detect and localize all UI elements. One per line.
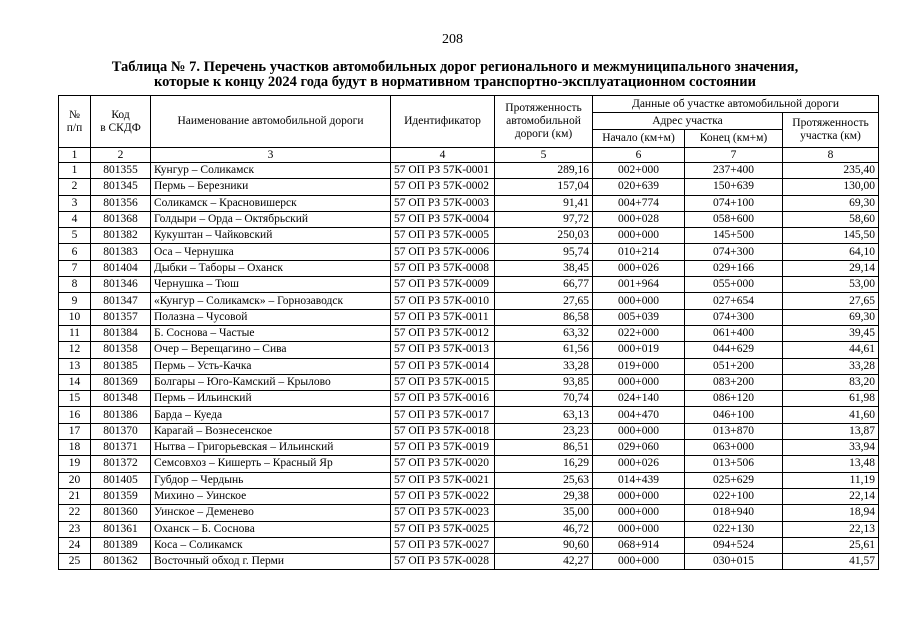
row-number-cell: 7	[59, 260, 91, 276]
table-row	[59, 440, 879, 456]
segment-end-cell: 022+130	[685, 521, 783, 537]
row-number-cell: 4	[59, 211, 91, 227]
road-identifier-cell: 57 ОП РЗ 57К-0028	[391, 554, 495, 570]
column-number: 4	[391, 148, 495, 163]
road-name-cell: Кунгур – Соликамск	[151, 163, 391, 179]
road-length-cell: 61,56	[495, 342, 593, 358]
segment-end-cell: 074+100	[685, 195, 783, 211]
road-name-cell: Пермь – Ильинский	[151, 391, 391, 407]
skdf-code-cell: 801356	[91, 195, 151, 211]
segment-start-cell: 001+964	[593, 277, 685, 293]
segment-length-cell: 29,14	[783, 260, 879, 276]
segment-end-cell: 013+506	[685, 456, 783, 472]
segment-end-cell: 145+500	[685, 228, 783, 244]
segment-length-cell: 33,28	[783, 358, 879, 374]
segment-end-cell: 074+300	[685, 309, 783, 325]
road-identifier-cell: 57 ОП РЗ 57К-0021	[391, 472, 495, 488]
table-row	[59, 195, 879, 211]
road-length-cell: 95,74	[495, 244, 593, 260]
segment-length-cell: 22,14	[783, 488, 879, 504]
skdf-code-cell: 801368	[91, 211, 151, 227]
segment-length-cell: 33,94	[783, 440, 879, 456]
skdf-code-cell: 801358	[91, 342, 151, 358]
road-length-cell: 93,85	[495, 374, 593, 390]
segment-start-cell: 000+019	[593, 342, 685, 358]
row-number-cell: 5	[59, 228, 91, 244]
road-length-cell: 16,29	[495, 456, 593, 472]
road-length-cell: 66,77	[495, 277, 593, 293]
segment-end-cell: 013+870	[685, 423, 783, 439]
road-identifier-cell: 57 ОП РЗ 57К-0002	[391, 179, 495, 195]
row-number-cell: 25	[59, 554, 91, 570]
road-name-cell: Уинское – Деменево	[151, 505, 391, 521]
segment-start-cell: 068+914	[593, 537, 685, 553]
row-number-cell: 12	[59, 342, 91, 358]
road-length-cell: 90,60	[495, 537, 593, 553]
road-name-cell: Соликамск – Красновишерск	[151, 195, 391, 211]
road-length-cell: 33,28	[495, 358, 593, 374]
road-name-cell: Болгары – Юго-Камский – Крылово	[151, 374, 391, 390]
segment-length-cell: 130,00	[783, 179, 879, 195]
row-number-cell: 9	[59, 293, 91, 309]
road-identifier-cell: 57 ОП РЗ 57К-0014	[391, 358, 495, 374]
road-name-cell: Пермь – Березники	[151, 179, 391, 195]
road-name-cell: Чернушка – Тюш	[151, 277, 391, 293]
road-identifier-cell: 57 ОП РЗ 57К-0008	[391, 260, 495, 276]
table-row	[59, 244, 879, 260]
road-length-cell: 250,03	[495, 228, 593, 244]
segment-start-cell: 000+000	[593, 488, 685, 504]
table-row	[59, 537, 879, 553]
table-row	[59, 423, 879, 439]
road-name-cell: Нытва – Григорьевская – Ильинский	[151, 440, 391, 456]
table-row	[59, 391, 879, 407]
road-identifier-cell: 57 ОП РЗ 57К-0017	[391, 407, 495, 423]
road-name-cell: Губдор – Чердынь	[151, 472, 391, 488]
table-row	[59, 521, 879, 537]
row-number-cell: 15	[59, 391, 91, 407]
row-number-cell: 13	[59, 358, 91, 374]
segment-end-cell: 018+940	[685, 505, 783, 521]
segment-end-cell: 083+200	[685, 374, 783, 390]
table-row	[59, 456, 879, 472]
table-row	[59, 358, 879, 374]
road-identifier-cell: 57 ОП РЗ 57К-0020	[391, 456, 495, 472]
skdf-code-cell: 801405	[91, 472, 151, 488]
segment-end-cell: 237+400	[685, 163, 783, 179]
row-number-cell: 14	[59, 374, 91, 390]
road-length-cell: 289,16	[495, 163, 593, 179]
table-row	[59, 325, 879, 341]
column-number: 7	[685, 148, 783, 163]
segment-start-cell: 000+000	[593, 228, 685, 244]
skdf-code-cell: 801360	[91, 505, 151, 521]
segment-start-cell: 020+639	[593, 179, 685, 195]
road-identifier-cell: 57 ОП РЗ 57К-0003	[391, 195, 495, 211]
segment-start-cell: 024+140	[593, 391, 685, 407]
segment-length-cell: 83,20	[783, 374, 879, 390]
segment-end-cell: 044+629	[685, 342, 783, 358]
road-length-cell: 157,04	[495, 179, 593, 195]
segment-start-cell: 000+000	[593, 293, 685, 309]
segment-length-cell: 235,40	[783, 163, 879, 179]
segment-end-cell: 022+100	[685, 488, 783, 504]
row-number-cell: 1	[59, 163, 91, 179]
table-row	[59, 260, 879, 276]
column-number-row	[59, 148, 879, 163]
segment-start-cell: 019+000	[593, 358, 685, 374]
segment-end-cell: 094+524	[685, 537, 783, 553]
road-name-cell: Карагай – Вознесенское	[151, 423, 391, 439]
table-row	[59, 228, 879, 244]
page-number: 208	[442, 32, 463, 47]
road-name-cell: Оса – Чернушка	[151, 244, 391, 260]
road-identifier-cell: 57 ОП РЗ 57К-0025	[391, 521, 495, 537]
segment-end-cell: 058+600	[685, 211, 783, 227]
table-row	[59, 554, 879, 570]
segment-start-cell: 004+774	[593, 195, 685, 211]
segment-start-cell: 000+028	[593, 211, 685, 227]
segment-length-cell: 41,60	[783, 407, 879, 423]
segment-end-cell: 061+400	[685, 325, 783, 341]
skdf-code-cell: 801404	[91, 260, 151, 276]
header-start: Начало (км+м)	[593, 130, 685, 148]
segment-end-cell: 063+000	[685, 440, 783, 456]
road-name-cell: «Кунгур – Соликамск» – Горнозаводск	[151, 293, 391, 309]
road-identifier-cell: 57 ОП РЗ 57К-0015	[391, 374, 495, 390]
road-identifier-cell: 57 ОП РЗ 57К-0006	[391, 244, 495, 260]
column-number: 6	[593, 148, 685, 163]
row-number-cell: 23	[59, 521, 91, 537]
road-length-cell: 86,58	[495, 309, 593, 325]
road-name-cell: Б. Соснова – Частые	[151, 325, 391, 341]
row-number-cell: 19	[59, 456, 91, 472]
segment-start-cell: 000+000	[593, 554, 685, 570]
road-length-cell: 91,41	[495, 195, 593, 211]
segment-length-cell: 11,19	[783, 472, 879, 488]
table-row	[59, 211, 879, 227]
row-number-cell: 17	[59, 423, 91, 439]
segment-start-cell: 022+000	[593, 325, 685, 341]
skdf-code-cell: 801361	[91, 521, 151, 537]
road-identifier-cell: 57 ОП РЗ 57К-0011	[391, 309, 495, 325]
road-length-cell: 25,63	[495, 472, 593, 488]
road-length-cell: 35,00	[495, 505, 593, 521]
table-title-line-1: Таблица № 7. Перечень участков автомобильных дорог регионального и межмуниципального значения,	[111, 59, 799, 75]
header-segment-address: Адрес участка	[593, 113, 783, 130]
table-row	[59, 309, 879, 325]
segment-length-cell: 41,57	[783, 554, 879, 570]
road-name-cell: Очер – Верещагино – Сива	[151, 342, 391, 358]
road-identifier-cell: 57 ОП РЗ 57К-0004	[391, 211, 495, 227]
segment-start-cell: 010+214	[593, 244, 685, 260]
table-row	[59, 342, 879, 358]
table-row	[59, 293, 879, 309]
segment-start-cell: 002+000	[593, 163, 685, 179]
segment-length-cell: 39,45	[783, 325, 879, 341]
segment-length-cell: 22,13	[783, 521, 879, 537]
road-name-cell: Оханск – Б. Соснова	[151, 521, 391, 537]
road-identifier-cell: 57 ОП РЗ 57К-0022	[391, 488, 495, 504]
segment-length-cell: 18,94	[783, 505, 879, 521]
segment-end-cell: 029+166	[685, 260, 783, 276]
segment-length-cell: 53,00	[783, 277, 879, 293]
table-row	[59, 163, 879, 179]
segment-end-cell: 055+000	[685, 277, 783, 293]
road-identifier-cell: 57 ОП РЗ 57К-0012	[391, 325, 495, 341]
segment-end-cell: 086+120	[685, 391, 783, 407]
header-road-length: Протяженность автомобильной дороги (км)	[495, 96, 593, 148]
skdf-code-cell: 801345	[91, 179, 151, 195]
road-length-cell: 97,72	[495, 211, 593, 227]
road-name-cell: Голдыри – Орда – Октябрьский	[151, 211, 391, 227]
column-number: 3	[151, 148, 391, 163]
table-body	[59, 163, 879, 570]
row-number-cell: 8	[59, 277, 91, 293]
segment-length-cell: 13,87	[783, 423, 879, 439]
road-length-cell: 42,27	[495, 554, 593, 570]
skdf-code-cell: 801348	[91, 391, 151, 407]
row-number-cell: 20	[59, 472, 91, 488]
table-row	[59, 505, 879, 521]
segment-end-cell: 027+654	[685, 293, 783, 309]
row-number-cell: 6	[59, 244, 91, 260]
road-identifier-cell: 57 ОП РЗ 57К-0018	[391, 423, 495, 439]
table-row	[59, 407, 879, 423]
header-num: № п/п	[59, 96, 91, 148]
road-identifier-cell: 57 ОП РЗ 57К-0010	[391, 293, 495, 309]
road-identifier-cell: 57 ОП РЗ 57К-0005	[391, 228, 495, 244]
segment-length-cell: 69,30	[783, 309, 879, 325]
road-identifier-cell: 57 ОП РЗ 57К-0019	[391, 440, 495, 456]
skdf-code-cell: 801383	[91, 244, 151, 260]
header-identifier: Идентификатор	[391, 96, 495, 148]
road-name-cell: Барда – Куеда	[151, 407, 391, 423]
table-row	[59, 374, 879, 390]
table-row	[59, 277, 879, 293]
row-number-cell: 24	[59, 537, 91, 553]
segment-end-cell: 074+300	[685, 244, 783, 260]
table-title-line-2: которые к концу 2024 года будут в нормативном транспортно-эксплуатационном состоянии	[154, 74, 756, 90]
road-identifier-cell: 57 ОП РЗ 57К-0023	[391, 505, 495, 521]
segment-length-cell: 58,60	[783, 211, 879, 227]
road-name-cell: Полазна – Чусовой	[151, 309, 391, 325]
skdf-code-cell: 801372	[91, 456, 151, 472]
row-number-cell: 3	[59, 195, 91, 211]
road-identifier-cell: 57 ОП РЗ 57К-0009	[391, 277, 495, 293]
segment-start-cell: 029+060	[593, 440, 685, 456]
segment-start-cell: 014+439	[593, 472, 685, 488]
table-title	[40, 60, 870, 90]
road-name-cell: Михино – Уинское	[151, 488, 391, 504]
road-name-cell: Дыбки – Таборы – Оханск	[151, 260, 391, 276]
road-length-cell: 63,13	[495, 407, 593, 423]
road-identifier-cell: 57 ОП РЗ 57К-0013	[391, 342, 495, 358]
skdf-code-cell: 801385	[91, 358, 151, 374]
header-road-name: Наименование автомобильной дороги	[151, 96, 391, 148]
road-length-cell: 70,74	[495, 391, 593, 407]
row-number-cell: 18	[59, 440, 91, 456]
row-number-cell: 21	[59, 488, 91, 504]
skdf-code-cell: 801357	[91, 309, 151, 325]
skdf-code-cell: 801389	[91, 537, 151, 553]
segment-start-cell: 000+000	[593, 423, 685, 439]
road-name-cell: Коса – Соликамск	[151, 537, 391, 553]
column-number: 5	[495, 148, 593, 163]
segment-start-cell: 000+000	[593, 374, 685, 390]
skdf-code-cell: 801362	[91, 554, 151, 570]
skdf-code-cell: 801370	[91, 423, 151, 439]
skdf-code-cell: 801371	[91, 440, 151, 456]
table-row	[59, 472, 879, 488]
skdf-code-cell: 801355	[91, 163, 151, 179]
segment-length-cell: 27,65	[783, 293, 879, 309]
segment-length-cell: 69,30	[783, 195, 879, 211]
segment-start-cell: 005+039	[593, 309, 685, 325]
segment-end-cell: 030+015	[685, 554, 783, 570]
segment-end-cell: 150+639	[685, 179, 783, 195]
road-length-cell: 23,23	[495, 423, 593, 439]
road-length-cell: 29,38	[495, 488, 593, 504]
road-identifier-cell: 57 ОП РЗ 57К-0016	[391, 391, 495, 407]
road-identifier-cell: 57 ОП РЗ 57К-0001	[391, 163, 495, 179]
segment-length-cell: 61,98	[783, 391, 879, 407]
segment-start-cell: 000+000	[593, 505, 685, 521]
row-number-cell: 10	[59, 309, 91, 325]
segment-length-cell: 44,61	[783, 342, 879, 358]
road-length-cell: 86,51	[495, 440, 593, 456]
skdf-code-cell: 801346	[91, 277, 151, 293]
row-number-cell: 16	[59, 407, 91, 423]
row-number-cell: 22	[59, 505, 91, 521]
segment-end-cell: 046+100	[685, 407, 783, 423]
road-name-cell: Кукуштан – Чайковский	[151, 228, 391, 244]
segment-length-cell: 145,50	[783, 228, 879, 244]
road-name-cell: Пермь – Усть-Качка	[151, 358, 391, 374]
road-length-cell: 63,32	[495, 325, 593, 341]
segment-length-cell: 64,10	[783, 244, 879, 260]
road-name-cell: Восточный обход г. Перми	[151, 554, 391, 570]
column-number: 2	[91, 148, 151, 163]
skdf-code-cell: 801347	[91, 293, 151, 309]
road-name-cell: Семсовхоз – Кишерть – Красный Яр	[151, 456, 391, 472]
road-identifier-cell: 57 ОП РЗ 57К-0027	[391, 537, 495, 553]
segment-start-cell: 000+026	[593, 456, 685, 472]
segment-end-cell: 051+200	[685, 358, 783, 374]
roads-table	[58, 95, 879, 570]
header-end: Конец (км+м)	[685, 130, 783, 148]
segment-length-cell: 13,48	[783, 456, 879, 472]
header-segment-data: Данные об участке автомобильной дороги	[593, 96, 879, 113]
segment-start-cell: 000+026	[593, 260, 685, 276]
column-number: 1	[59, 148, 91, 163]
segment-end-cell: 025+629	[685, 472, 783, 488]
skdf-code-cell: 801384	[91, 325, 151, 341]
skdf-code-cell: 801359	[91, 488, 151, 504]
row-number-cell: 11	[59, 325, 91, 341]
table-row	[59, 488, 879, 504]
segment-length-cell: 25,61	[783, 537, 879, 553]
table-row	[59, 179, 879, 195]
segment-start-cell: 000+000	[593, 521, 685, 537]
skdf-code-cell: 801369	[91, 374, 151, 390]
header-segment-length: Протяженность участка (км)	[783, 113, 879, 148]
skdf-code-cell: 801386	[91, 407, 151, 423]
column-number: 8	[783, 148, 879, 163]
road-length-cell: 46,72	[495, 521, 593, 537]
road-length-cell: 38,45	[495, 260, 593, 276]
skdf-code-cell: 801382	[91, 228, 151, 244]
row-number-cell: 2	[59, 179, 91, 195]
road-length-cell: 27,65	[495, 293, 593, 309]
segment-start-cell: 004+470	[593, 407, 685, 423]
header-code: Код в СКДФ	[91, 96, 151, 148]
